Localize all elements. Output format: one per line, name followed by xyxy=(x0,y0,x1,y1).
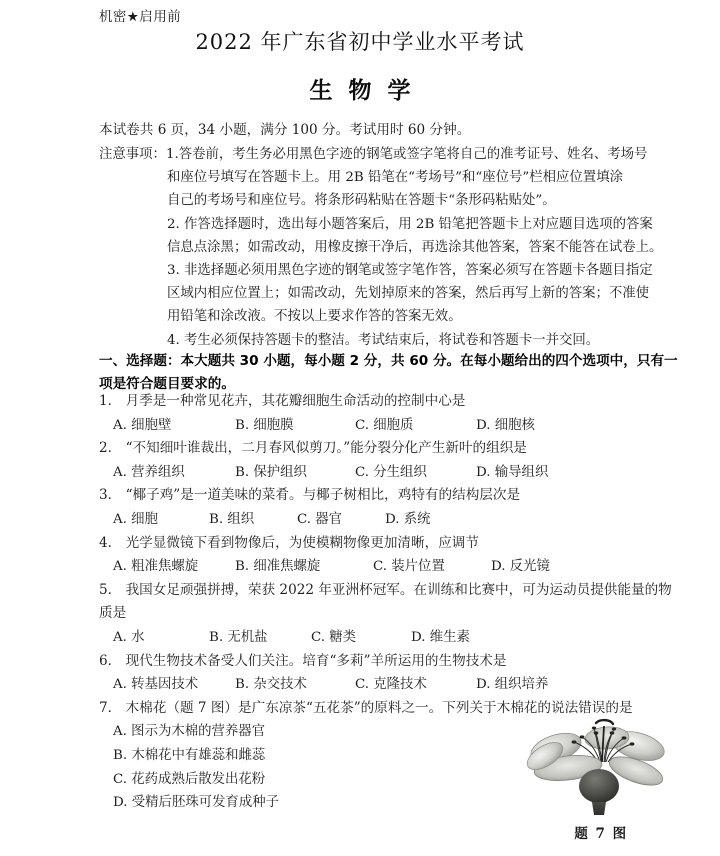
option-a[interactable]: A. 营养组织 xyxy=(113,464,185,480)
option-a[interactable]: A. 细胞壁 xyxy=(113,417,172,433)
option-d[interactable]: D. 输导组织 xyxy=(476,464,549,480)
option-group xyxy=(99,555,629,579)
option-group xyxy=(99,626,629,650)
option-c[interactable]: C. 糖类 xyxy=(311,629,357,645)
question-item xyxy=(99,437,629,484)
question-stem: 3． “椰子鸡”是一道美味的菜肴。与椰子树相比，鸡特有的结构层次是 xyxy=(99,487,521,504)
notice-label: 注意事项：1. xyxy=(99,147,179,162)
notice-item xyxy=(99,143,648,166)
notice-text: 用铅笔和涂改液。不按以上要求作答的答案无效。 xyxy=(167,309,462,325)
option-group xyxy=(99,461,629,485)
notice-text: 区域内相应位置上；如需改动，先划掉原来的答案，然后再写上新的答案；不准使 xyxy=(167,286,650,302)
option-b[interactable]: B. 杂交技术 xyxy=(235,677,307,693)
option-b[interactable]: B. 细胞膜 xyxy=(235,417,294,433)
option-group xyxy=(99,673,629,697)
option-a[interactable]: A. 图示为木棉的营养器官 xyxy=(113,724,266,740)
notice-text: 和座位号填写在答题卡上。用 2B 铅笔在“考场号”和“座位号”栏相应位置填涂 xyxy=(167,170,623,186)
option-c[interactable]: C. 细胞质 xyxy=(355,417,414,433)
option-b[interactable]: B. 组织 xyxy=(209,511,255,527)
option-c[interactable]: C. 克隆技术 xyxy=(355,677,427,693)
question-stem: 1． 月季是一种常见花卉，其花瓣细胞生命活动的控制中心是 xyxy=(99,393,466,409)
question-stem-continuation: 质是 xyxy=(99,605,127,622)
question-item xyxy=(99,650,629,697)
option-d[interactable]: D. 受精后胚珠可发育成种子 xyxy=(113,795,280,811)
option-a[interactable]: A. 转基因技术 xyxy=(113,677,199,693)
notice-item: 2. 作答选择题时，选出每小题答案后，用 2B 铅笔把答题卡上对应题目选项的答案 xyxy=(167,216,653,232)
option-b[interactable]: B. 保护组织 xyxy=(235,464,307,480)
option-group xyxy=(99,508,629,532)
option-a[interactable]: A. 粗准焦螺旋 xyxy=(113,559,199,575)
notice-item: 3. 非选择题必须用黑色字迹的钢笔或签字笔作答，答案必须写在答题卡各题目指定 xyxy=(167,263,653,279)
paper-summary: 本试卷共 6 页，34 小题，满分 100 分。考试用时 60 分钟。 xyxy=(99,122,471,138)
option-d[interactable]: D. 反光镜 xyxy=(491,559,550,575)
option-b[interactable]: B. 木棉花中有雄蕊和雌蕊 xyxy=(113,747,266,763)
option-b[interactable]: B. 无机盐 xyxy=(209,629,268,645)
confidential-mark: 机密★启用前 xyxy=(99,9,182,25)
question-stem: 7． 木棉花（题 7 图）是广东凉茶“五花茶”的原料之一。下列关于木棉花的说法错误的是 xyxy=(99,699,633,716)
option-d[interactable]: D. 系统 xyxy=(385,511,431,527)
notice-text: 自己的考场号和座位号。将条形码粘贴在答题卡“条形码粘贴处”。 xyxy=(167,193,556,209)
question-item xyxy=(99,484,629,531)
option-d[interactable]: D. 维生素 xyxy=(411,629,470,645)
notice-text: 信息点涂黑；如需改动，用橡皮擦干净后，再选涂其他答案，答案不能答在试卷上。 xyxy=(167,239,663,255)
question-item xyxy=(99,579,672,650)
option-d[interactable]: D. 细胞核 xyxy=(476,417,535,433)
option-a[interactable]: A. 水 xyxy=(113,629,145,645)
option-c[interactable]: C. 器官 xyxy=(297,511,343,527)
option-c[interactable]: C. 装片位置 xyxy=(373,559,445,575)
section-heading-line-2: 项是符合题目要求的。 xyxy=(99,376,235,392)
figure-caption: 题 7 图 xyxy=(574,826,628,842)
option-group xyxy=(99,414,629,438)
question-item xyxy=(99,390,629,437)
question-stem: 5． 我国女足顽强拼搏，荣获 2022 年亚洲杯冠军。在训练和比赛中，可为运动员提供能量的物 xyxy=(99,581,672,598)
option-a[interactable]: A. 细胞 xyxy=(113,511,158,527)
subject-title: 生物学 xyxy=(309,78,427,104)
option-c[interactable]: C. 分生组织 xyxy=(355,464,427,480)
question-stem: 2． “不知细叶谁裁出，二月春风似剪刀。”能分裂分化产生新叶的组织是 xyxy=(99,440,527,457)
question-item xyxy=(99,532,629,579)
option-d[interactable]: D. 组织培养 xyxy=(476,677,549,693)
notice-item: 4. 考生必须保持答题卡的整洁。考试结束后，将试卷和答题卡一并交回。 xyxy=(167,332,600,348)
option-b[interactable]: B. 细准焦螺旋 xyxy=(235,559,321,575)
kapok-flower-photo xyxy=(512,716,688,818)
notice-list xyxy=(99,143,663,352)
section-heading-line-1: 一、选择题：本大题共 30 小题，每小题 2 分，共 60 分。在每小题给出的四个选项中，只有一 xyxy=(99,353,678,369)
instructions-block xyxy=(99,118,663,352)
notice-text: 答卷前，考生务必用黑色字迹的钢笔或签字笔将自己的准考证号、姓名、考场号 xyxy=(178,147,648,162)
page-title: 2022 年广东省初中学业水平考试 xyxy=(195,30,525,54)
question-stem: 6． 现代生物技术备受人们关注。培育“多莉”羊所运用的生物技术是 xyxy=(99,652,507,669)
question-stem: 4． 光学显微镜下看到物像后，为使模糊物像更加清晰，应调节 xyxy=(99,534,479,551)
figure-question-7 xyxy=(512,716,690,842)
option-c[interactable]: C. 花药成熟后散发出花粉 xyxy=(113,771,266,787)
